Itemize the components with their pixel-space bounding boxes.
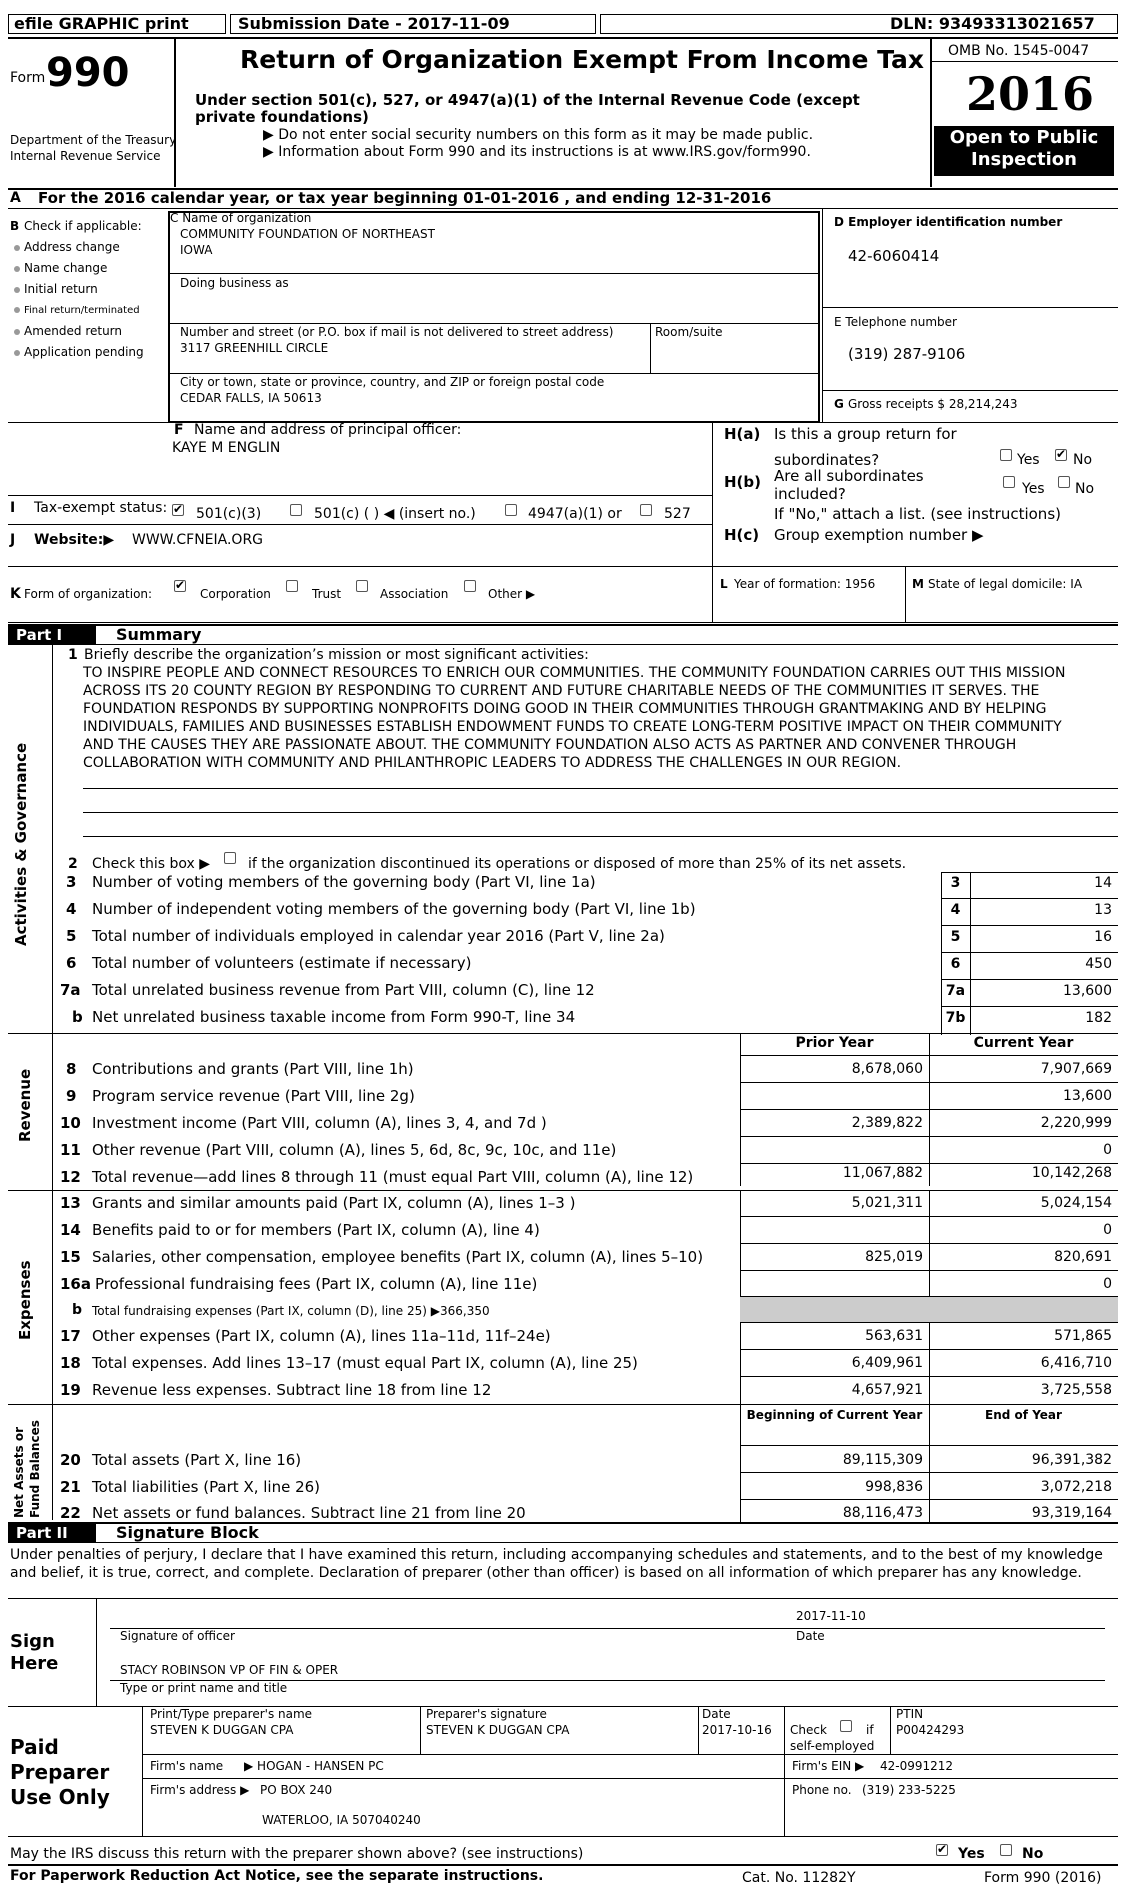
- side-governance: Activities & Governance: [12, 742, 30, 946]
- section-a: For the 2016 calendar year, or tax year beginning 01-01-2016 , and ending 12-31-2016: [38, 189, 772, 207]
- line8-current: 7,907,669: [1040, 1061, 1112, 1077]
- line6-num: 6: [66, 954, 77, 972]
- line2-checkbox[interactable]: [224, 852, 236, 864]
- ptin: P00424293: [896, 1723, 965, 1737]
- hb-yes-checkbox[interactable]: [1003, 476, 1015, 488]
- line21-label: Total liabilities (Part X, line 26): [92, 1478, 321, 1496]
- part2-title: Signature Block: [116, 1523, 259, 1542]
- line14-label: Benefits paid to or for members (Part IX, column (A), line 4): [92, 1221, 540, 1239]
- i-top-rule: [8, 495, 712, 496]
- year-formation: Year of formation: 1956: [734, 577, 876, 591]
- hb-question-2: included?: [774, 485, 846, 503]
- other-label: Other ▶: [488, 587, 536, 601]
- line3-box: 3: [950, 875, 961, 891]
- sign-divider: [96, 1598, 97, 1706]
- tax-status-title: Tax-exempt status:: [34, 500, 168, 516]
- phone-rule: [822, 390, 1118, 391]
- check-initial-return[interactable]: Initial return: [14, 283, 98, 297]
- line7b-box: 7b: [945, 1010, 966, 1026]
- net-rule-1: [740, 1472, 1118, 1473]
- part2-title-rule: [8, 1542, 1118, 1543]
- line4-num: 4: [66, 900, 77, 918]
- rev-rule-2: [740, 1109, 1118, 1110]
- 501c3-label: 501(c)(3): [196, 506, 262, 522]
- line3-num: 3: [66, 873, 77, 891]
- firm-phone-label: Phone no.: [792, 1783, 852, 1797]
- part1-title: Summary: [116, 625, 202, 644]
- rev-rule-4: [740, 1163, 1118, 1164]
- firm-name-label: Firm's name: [150, 1759, 224, 1773]
- submission-date: Submission Date - 2017-11-09: [238, 14, 510, 33]
- line17-num: 17: [60, 1327, 81, 1345]
- phone-label: E Telephone number: [834, 315, 957, 329]
- line3-value: 14: [1094, 875, 1112, 891]
- gov-rule-0: [941, 872, 1118, 873]
- line19-prior: 4,657,921: [851, 1382, 923, 1398]
- city-label: City or town, state or province, country, and ZIP or foreign postal code: [180, 375, 605, 389]
- part1-label: Part I: [8, 626, 96, 644]
- discuss-yes-checkbox[interactable]: [936, 1844, 948, 1856]
- mission-line-2: [83, 812, 1118, 813]
- line14-num: 14: [60, 1221, 81, 1239]
- form-title: Return of Organization Exempt From Income Tax: [240, 45, 924, 74]
- prep-rule-1: [142, 1754, 1118, 1755]
- sign-date: 2017-11-10: [796, 1609, 866, 1623]
- line7a-value: 13,600: [1063, 983, 1112, 999]
- trust-checkbox[interactable]: [286, 580, 298, 592]
- firm-name: ▶ HOGAN - HANSEN PC: [244, 1759, 384, 1773]
- efile-label: efile GRAPHIC print: [14, 14, 189, 33]
- j-bottom-rule: [8, 566, 1118, 567]
- line17-prior: 563,631: [865, 1328, 923, 1344]
- line7b-label: Net unrelated business taxable income from Form 990-T, line 34: [92, 1008, 576, 1026]
- hb-note: If "No," attach a list. (see instructions): [774, 505, 1061, 523]
- discuss-no-checkbox[interactable]: [1000, 1844, 1012, 1856]
- preparer-side-3: Use Only: [10, 1785, 110, 1809]
- preparer-sig: STEVEN K DUGGAN CPA: [426, 1723, 570, 1737]
- check-name-change[interactable]: Name change: [14, 262, 107, 276]
- expenses-top-rule: [8, 1190, 1118, 1191]
- firm-ein: 42-0991212: [880, 1759, 954, 1773]
- ha-yes-checkbox[interactable]: [1000, 449, 1012, 461]
- form-word: Form: [10, 70, 46, 86]
- line16a-num: 16a: [60, 1275, 91, 1293]
- check-application-pending[interactable]: Application pending: [14, 346, 144, 360]
- side-divider: [52, 644, 53, 1520]
- sign-line[interactable]: [110, 1628, 1105, 1629]
- line7a-num: 7a: [60, 981, 81, 999]
- perjury-statement: Under penalties of perjury, I declare that I have examined this return, including accompanying schedules and statements, and to the best of my knowledge and belief, it is true, correct, and complete. Declaration of preparer (other than officer) is based on all information of which preparer has any knowledge.: [10, 1547, 1103, 1581]
- rev-rule-3: [740, 1136, 1118, 1137]
- omb-number: OMB No. 1545-0047: [948, 43, 1090, 59]
- preparer-name: STEVEN K DUGGAN CPA: [150, 1723, 294, 1737]
- department: Department of the Treasury: [10, 133, 177, 147]
- line5-label: Total number of individuals employed in calendar year 2016 (Part V, line 2a): [92, 927, 665, 945]
- line20-begin: 89,115,309: [842, 1452, 923, 1468]
- hc-label: H(c): [724, 526, 760, 544]
- org-rule-2: [168, 323, 818, 324]
- 4947-label: 4947(a)(1) or: [528, 506, 622, 522]
- line15-current: 820,691: [1054, 1249, 1112, 1265]
- section-b-label: B: [10, 219, 20, 233]
- line9-current: 13,600: [1063, 1088, 1112, 1104]
- line6-value: 450: [1085, 956, 1112, 972]
- ssn-warning: ▶ Do not enter social security numbers on this form as it may be made public.: [263, 127, 814, 143]
- sig-date-label: Date: [796, 1629, 825, 1643]
- org-rule-1: [168, 273, 818, 274]
- gov-rule-4: [941, 979, 1118, 980]
- sign-top-rule: [8, 1598, 1118, 1599]
- footer-rule: [8, 1864, 1118, 1866]
- firm-address-label: Firm's address ▶: [150, 1783, 250, 1797]
- firm-ein-label: Firm's EIN ▶: [792, 1759, 865, 1773]
- line22-end: 93,319,164: [1031, 1505, 1112, 1521]
- phone: (319) 287-9106: [848, 345, 966, 363]
- website-title: Website:▶: [34, 532, 115, 548]
- h-divider: [712, 422, 713, 622]
- line7b-num: b: [72, 1008, 83, 1026]
- section-a-rule: [8, 208, 1118, 209]
- street-label: Number and street (or P.O. box if mail is not delivered to street address): [180, 325, 614, 339]
- sig-officer-label: Signature of officer: [120, 1629, 235, 1643]
- line7b-value: 182: [1085, 1010, 1112, 1026]
- firm-phone: (319) 233-5225: [862, 1783, 956, 1797]
- line5-num: 5: [66, 927, 77, 945]
- 527-label: 527: [664, 506, 691, 522]
- net-rule-2: [740, 1499, 1118, 1500]
- prep-div-3: [784, 1706, 785, 1754]
- line15-label: Salaries, other compensation, employee benefits (Part IX, column (A), lines 5–10): [92, 1248, 704, 1266]
- net-top-rule: [8, 1404, 1118, 1405]
- discuss-question: May the IRS discuss this return with the preparer shown above? (see instructions): [10, 1846, 584, 1862]
- check-amended-return[interactable]: Amended return: [14, 325, 122, 339]
- ha-question-1: Is this a group return for: [774, 425, 957, 443]
- if-label: if: [866, 1723, 874, 1737]
- line8-prior: 8,678,060: [851, 1061, 923, 1077]
- sign-label-2: Here: [10, 1653, 59, 1674]
- rev-header-rule: [740, 1055, 1118, 1056]
- ein-label: D Employer identification number: [834, 215, 1063, 229]
- line6-box: 6: [950, 956, 961, 972]
- footer-form: Form 990 (2016): [984, 1870, 1102, 1886]
- line13-num: 13: [60, 1194, 81, 1212]
- officer-f-label: F: [174, 422, 184, 438]
- line13-prior: 5,021,311: [851, 1195, 923, 1211]
- line5-box: 5: [950, 929, 961, 945]
- line2-num: 2: [68, 856, 78, 872]
- preparer-name-label: Print/Type preparer's name: [150, 1707, 313, 1721]
- ha-no-label: No: [1073, 452, 1093, 468]
- firm-address-1: PO BOX 240: [260, 1783, 333, 1797]
- preparer-date-label: Date: [702, 1707, 731, 1721]
- exp-rule-4: [740, 1296, 1118, 1297]
- hb-question-1: Are all subordinates: [774, 467, 924, 485]
- line1-label: Briefly describe the organization’s mission or most significant activities:: [84, 647, 589, 663]
- gov-rule-3: [941, 952, 1118, 953]
- line12-num: 12: [60, 1168, 81, 1186]
- line6-label: Total number of volunteers (estimate if necessary): [92, 954, 472, 972]
- 501c-label: 501(c) ( ) ◀ (insert no.): [314, 506, 476, 522]
- side-expenses: Expenses: [16, 1260, 34, 1340]
- line21-end: 3,072,218: [1040, 1479, 1112, 1495]
- prep-rule-2: [142, 1778, 1118, 1779]
- col-begin-year: Beginning of Current Year: [746, 1408, 923, 1422]
- line22-label: Net assets or fund balances. Subtract line 21 from line 20: [92, 1504, 526, 1522]
- line10-label: Investment income (Part VIII, column (A), lines 3, 4, and 7d ): [92, 1114, 547, 1132]
- line15-num: 15: [60, 1248, 81, 1266]
- other-checkbox[interactable]: [464, 580, 476, 592]
- part1-title-rule: [8, 644, 1118, 645]
- line1-num: 1: [68, 647, 78, 663]
- ein-rule: [822, 307, 1118, 308]
- line13-label: Grants and similar amounts paid (Part IX, column (A), lines 1–3 ): [92, 1194, 576, 1212]
- line13-current: 5,024,154: [1040, 1195, 1112, 1211]
- prep-div-1: [420, 1706, 421, 1754]
- prep-div-4: [890, 1706, 891, 1754]
- ha-yes-label: Yes: [1017, 452, 1040, 468]
- line8-label: Contributions and grants (Part VIII, line 1h): [92, 1060, 414, 1078]
- line19-current: 3,725,558: [1040, 1382, 1112, 1398]
- city: CEDAR FALLS, IA 50613: [180, 391, 322, 405]
- line16a-current: 0: [1103, 1276, 1112, 1292]
- line2-text-a: Check this box ▶: [92, 856, 211, 872]
- association-checkbox[interactable]: [356, 580, 368, 592]
- form-number: 990: [46, 50, 130, 96]
- association-label: Association: [380, 587, 449, 601]
- omb-rule: [930, 61, 1118, 62]
- line12-prior: 11,067,882: [842, 1165, 923, 1181]
- side-net-2: Fund Balances: [28, 1420, 42, 1518]
- line20-end: 96,391,382: [1031, 1452, 1112, 1468]
- website-url[interactable]: WWW.CFNEIA.ORG: [132, 532, 264, 548]
- line10-num: 10: [60, 1114, 81, 1132]
- line19-num: 19: [60, 1381, 81, 1399]
- part2-label: Part II: [8, 1524, 96, 1542]
- org-rule-3: [168, 373, 818, 374]
- line9-num: 9: [66, 1087, 77, 1105]
- line7a-label: Total unrelated business revenue from Part VIII, column (C), line 12: [92, 981, 595, 999]
- self-employed-label: self-employed: [790, 1739, 875, 1753]
- prep-div-2: [698, 1706, 699, 1754]
- line3-label: Number of voting members of the governing body (Part VI, line 1a): [92, 873, 596, 891]
- check-label: Check: [790, 1723, 827, 1737]
- line16b-shaded: [740, 1296, 1118, 1322]
- exp-rule-2: [740, 1243, 1118, 1244]
- dln: DLN: 93493313021657: [890, 14, 1095, 33]
- room-label: Room/suite: [655, 325, 723, 339]
- line16b-label: Total fundraising expenses (Part IX, column (D), line 25) ▶366,350: [92, 1304, 490, 1318]
- line4-box: 4: [950, 902, 961, 918]
- dba-label: Doing business as: [180, 276, 289, 290]
- 501c-checkbox[interactable]: [290, 504, 302, 516]
- gov-rule-1: [941, 898, 1118, 899]
- tax-status-label: I: [10, 500, 16, 516]
- gross-receipts: Gross receipts $ 28,214,243: [848, 397, 1018, 411]
- line18-prior: 6,409,961: [851, 1355, 923, 1371]
- trust-label: Trust: [312, 587, 342, 601]
- room-divider: [650, 323, 651, 373]
- col-end-year: End of Year: [985, 1408, 1062, 1422]
- hb-no-label: No: [1075, 481, 1095, 497]
- tax-year: 2016: [966, 67, 1095, 121]
- ha-label: H(a): [724, 425, 761, 443]
- domicile: State of legal domicile: IA: [928, 577, 1083, 591]
- line12-current: 10,142,268: [1031, 1165, 1112, 1181]
- exp-rule-7: [740, 1376, 1118, 1377]
- officer-name: KAYE M ENGLIN: [172, 440, 281, 456]
- firm-address-2: WATERLOO, IA 507040240: [262, 1813, 421, 1827]
- open-public-1: Open to Public: [949, 127, 1099, 148]
- gov-rule-2: [941, 925, 1118, 926]
- discuss-no-label: No: [1022, 1846, 1044, 1862]
- line18-num: 18: [60, 1354, 81, 1372]
- line20-num: 20: [60, 1451, 81, 1469]
- line11-current: 0: [1103, 1142, 1112, 1158]
- signer-name-label: Type or print name and title: [120, 1681, 288, 1695]
- sign-label-1: Sign: [10, 1631, 55, 1652]
- exp-rule-6: [740, 1349, 1118, 1350]
- form-org-title: Form of organization:: [24, 587, 153, 601]
- line15-prior: 825,019: [865, 1249, 923, 1265]
- line18-current: 6,416,710: [1040, 1355, 1112, 1371]
- self-employed-checkbox[interactable]: [840, 1720, 852, 1732]
- ha-question-2: subordinates?: [774, 451, 880, 469]
- prep-div-5: [784, 1754, 785, 1836]
- open-public-2: Inspection: [971, 149, 1077, 170]
- line11-num: 11: [60, 1141, 81, 1159]
- line12-label: Total revenue—add lines 8 through 11 (must equal Part VIII, column (A), line 12): [92, 1168, 694, 1186]
- header-divider-left: [174, 37, 176, 187]
- ha-no-checkbox[interactable]: [1055, 449, 1067, 461]
- line18-label: Total expenses. Add lines 13–17 (must equal Part IX, column (A), line 25): [92, 1354, 638, 1372]
- preparer-side-1: Paid: [10, 1735, 59, 1759]
- col-prior-year: Prior Year: [795, 1035, 874, 1051]
- header-divider-right: [930, 37, 932, 187]
- line19-label: Revenue less expenses. Subtract line 18 from line 12: [92, 1381, 492, 1399]
- line2-text-b: if the organization discontinued its operations or disposed of more than 25% of its net assets.: [248, 856, 907, 872]
- side-net-1: Net Assets or: [12, 1426, 26, 1518]
- line8-num: 8: [66, 1060, 77, 1078]
- mission-text: TO INSPIRE PEOPLE AND CONNECT RESOURCES TO ENRICH OUR COMMUNITIES. THE COMMUNITY FOUNDATION CARRIES OUT THIS MISSION ACROSS ITS 20 COUNTY REGION BY RESPONDING TO CURRENT AND FUTURE CHARITABLE NEEDS OF THE COMMUNITIES IT SERVES. THE FOUNDATION RESPONDS BY SUPPORTING NONPROFITS DOING GOOD IN THEIR COMMUNITIES THROUGH GRANTMAKING AND BY HELPING INDIVIDUALS, FAMILIES AND BUSINESSES ESTABLISH ENDOWMENT FUNDS TO CREATE LONG-TERM POSITIVE IMPACT ON THEIR COMMUNITY AND THE CAUSES THEY ARE PASSIONATE ABOUT. THE COMMUNITY FOUNDATION ALSO ACTS AS PARTNER AND CONVENER THROUGH COLLABORATION WITH COMMUNITY AND PHILANTHROPIC LEADERS TO ADDRESS THE CHALLENGES IN OUR REGION.: [83, 665, 1066, 771]
- hc-question: Group exemption number ▶: [774, 526, 984, 544]
- preparer-date: 2017-10-16: [702, 1723, 772, 1737]
- section-a-label: A: [10, 190, 21, 206]
- 4947-checkbox[interactable]: [505, 504, 517, 516]
- i-bottom-rule: [8, 524, 712, 525]
- side-revenue: Revenue: [16, 1068, 34, 1142]
- line22-begin: 88,116,473: [842, 1505, 923, 1521]
- footer-notice: For Paperwork Reduction Act Notice, see the separate instructions.: [10, 1868, 544, 1884]
- line16a-label: Professional fundraising fees (Part IX, column (A), line 11e): [95, 1275, 538, 1293]
- line4-label: Number of independent voting members of the governing body (Part VI, line 1b): [92, 900, 696, 918]
- exp-rule-5: [740, 1322, 1118, 1323]
- org-name-1: COMMUNITY FOUNDATION OF NORTHEAST: [180, 227, 435, 241]
- footer-cat: Cat. No. 11282Y: [742, 1870, 856, 1886]
- instructions-link[interactable]: ▶ Information about Form 990 and its instructions is at www.IRS.gov/form990.: [263, 144, 811, 160]
- line20-label: Total assets (Part X, line 16): [92, 1451, 302, 1469]
- signer-name: STACY ROBINSON VP OF FIN & OPER: [120, 1663, 339, 1677]
- gov-rule-5: [941, 1006, 1118, 1007]
- ptin-label: PTIN: [896, 1707, 924, 1721]
- line10-current: 2,220,999: [1040, 1115, 1112, 1131]
- corporation-label: Corporation: [200, 587, 271, 601]
- line21-begin: 998,836: [865, 1479, 923, 1495]
- preparer-side-2: Preparer: [10, 1760, 110, 1784]
- line22-num: 22: [60, 1504, 81, 1522]
- line4-value: 13: [1094, 902, 1112, 918]
- mission-line-3: [83, 836, 1118, 837]
- org-name-label: C Name of organization: [170, 211, 312, 225]
- corporation-checkbox[interactable]: [174, 580, 186, 592]
- hb-yes-label: Yes: [1022, 481, 1045, 497]
- officer-label: Name and address of principal officer:: [194, 422, 462, 438]
- check-address-change[interactable]: Address change: [14, 241, 120, 255]
- 501c3-checkbox[interactable]: [172, 504, 184, 516]
- line7a-box: 7a: [945, 983, 966, 999]
- col-current-year: Current Year: [973, 1035, 1074, 1051]
- line5-value: 16: [1094, 929, 1112, 945]
- formation-l-label: L: [720, 577, 728, 591]
- hb-no-checkbox[interactable]: [1058, 476, 1070, 488]
- discuss-top-rule: [8, 1836, 1118, 1837]
- line17-label: Other expenses (Part IX, column (A), lines 11a–11d, 11f–24e): [92, 1327, 551, 1345]
- rev-rule-1: [740, 1082, 1118, 1083]
- form-subtitle: Under section 501(c), 527, or 4947(a)(1) of the Internal Revenue Code (except private foundations): [195, 91, 860, 126]
- section-b-title: Check if applicable:: [24, 219, 142, 233]
- line21-num: 21: [60, 1478, 81, 1496]
- irs: Internal Revenue Service: [10, 149, 161, 163]
- line10-prior: 2,389,822: [851, 1115, 923, 1131]
- 527-checkbox[interactable]: [640, 504, 652, 516]
- street: 3117 GREENHILL CIRCLE: [180, 341, 329, 355]
- ein: 42-6060414: [848, 247, 940, 265]
- discuss-yes-label: Yes: [958, 1846, 985, 1862]
- form-org-label: K: [10, 586, 21, 602]
- check-final-return[interactable]: Final return/terminated: [14, 305, 140, 317]
- revenue-top-rule: [8, 1033, 1118, 1034]
- domicile-m-label: M: [912, 577, 924, 591]
- org-name-2: IOWA: [180, 243, 213, 257]
- line14-current: 0: [1103, 1222, 1112, 1238]
- lm-divider: [905, 566, 906, 622]
- mission-line-1: [83, 788, 1118, 789]
- preparer-side-divider: [142, 1706, 143, 1836]
- line17-current: 571,865: [1054, 1328, 1112, 1344]
- line11-label: Other revenue (Part VIII, column (A), lines 5, 6d, 8c, 9c, 10c, and 11e): [92, 1141, 617, 1159]
- preparer-sig-label: Preparer's signature: [426, 1707, 547, 1721]
- net-header-rule: [740, 1445, 1118, 1446]
- line9-label: Program service revenue (Part VIII, line 2g): [92, 1087, 415, 1105]
- k-bottom-rule: [8, 622, 1118, 623]
- website-label: J: [10, 532, 16, 548]
- line16b-num: b: [72, 1302, 83, 1318]
- hb-label: H(b): [724, 473, 762, 491]
- exp-rule-3: [740, 1270, 1118, 1271]
- gross-label: G: [834, 397, 844, 411]
- exp-rule-1: [740, 1216, 1118, 1217]
